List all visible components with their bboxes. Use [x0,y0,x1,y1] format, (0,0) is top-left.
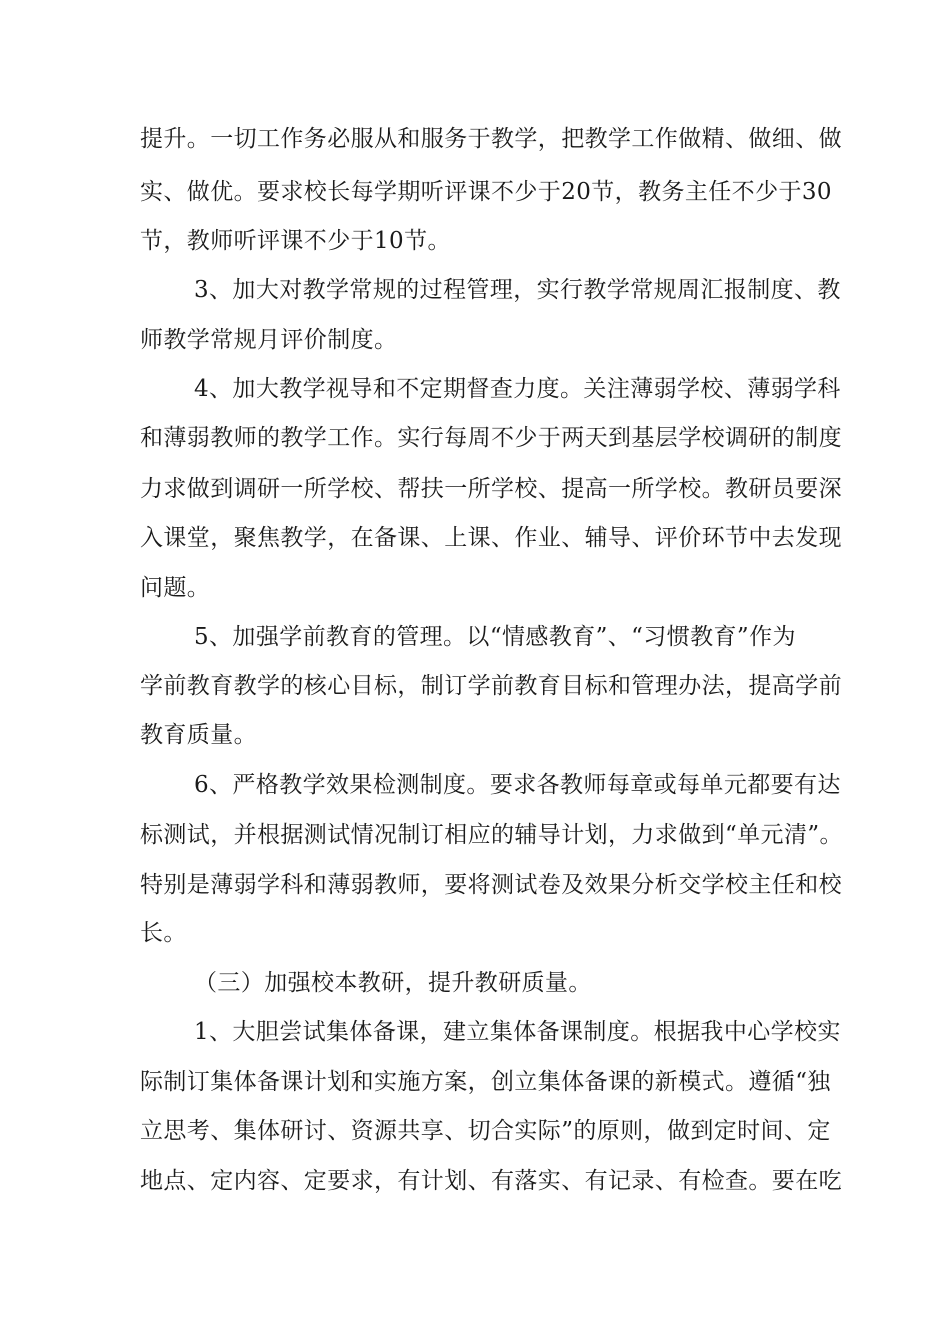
text-line: 入课堂，聚焦教学，在备课、上课、作业、辅导、评价环节中去发现 [140,525,842,551]
text-line: 教育质量。 [140,722,257,748]
text-line: 3、加大对教学常规的过程管理，实行教学常规周汇报制度、教 [194,277,841,303]
text-line: 节，教师听评课不少于10节。 [140,228,451,254]
text-line: 提升。一切工作务必服从和服务于教学，把教学工作做精、做细、做 [140,126,842,152]
text-line: 和薄弱教师的教学工作。实行每周不少于两天到基层学校调研的制度 [140,425,842,451]
text-line: 特别是薄弱学科和薄弱教师，要将测试卷及效果分析交学校主任和校 [140,872,842,898]
text-line: 标测试，并根据测试情况制订相应的辅导计划，力求做到“单元清”。 [140,822,843,848]
text-line: 问题。 [140,575,211,601]
text-line: 长。 [140,920,187,946]
text-line: 1、大胆尝试集体备课，建立集体备课制度。根据我中心学校实 [194,1019,841,1045]
text-line: 立思考、集体研讨、资源共享、切合实际”的原则，做到定时间、定 [140,1118,831,1144]
text-line: 6、严格教学效果检测制度。要求各教师每章或每单元都要有达 [194,772,841,798]
text-line: 4、加大教学视导和不定期督查力度。关注薄弱学校、薄弱学科 [194,376,841,402]
text-line: 5、加强学前教育的管理。以“情感教育”、“习惯教育”作为 [194,624,796,650]
text-line: 力求做到调研一所学校、帮扶一所学校、提高一所学校。教研员要深 [140,476,842,502]
section-heading: （三）加强校本教研，提升教研质量。 [194,970,592,996]
text-line: 师教学常规月评价制度。 [140,327,398,353]
text-line: 际制订集体备课计划和实施方案，创立集体备课的新模式。遵循“独 [140,1069,831,1095]
text-line: 实、做优。要求校长每学期听评课不少于20节，教务主任不少于30 [140,179,832,205]
text-line: 学前教育教学的核心目标，制订学前教育目标和管理办法，提高学前 [140,673,842,699]
text-line: 地点、定内容、定要求，有计划、有落实、有记录、有检查。要在吃 [140,1168,842,1194]
